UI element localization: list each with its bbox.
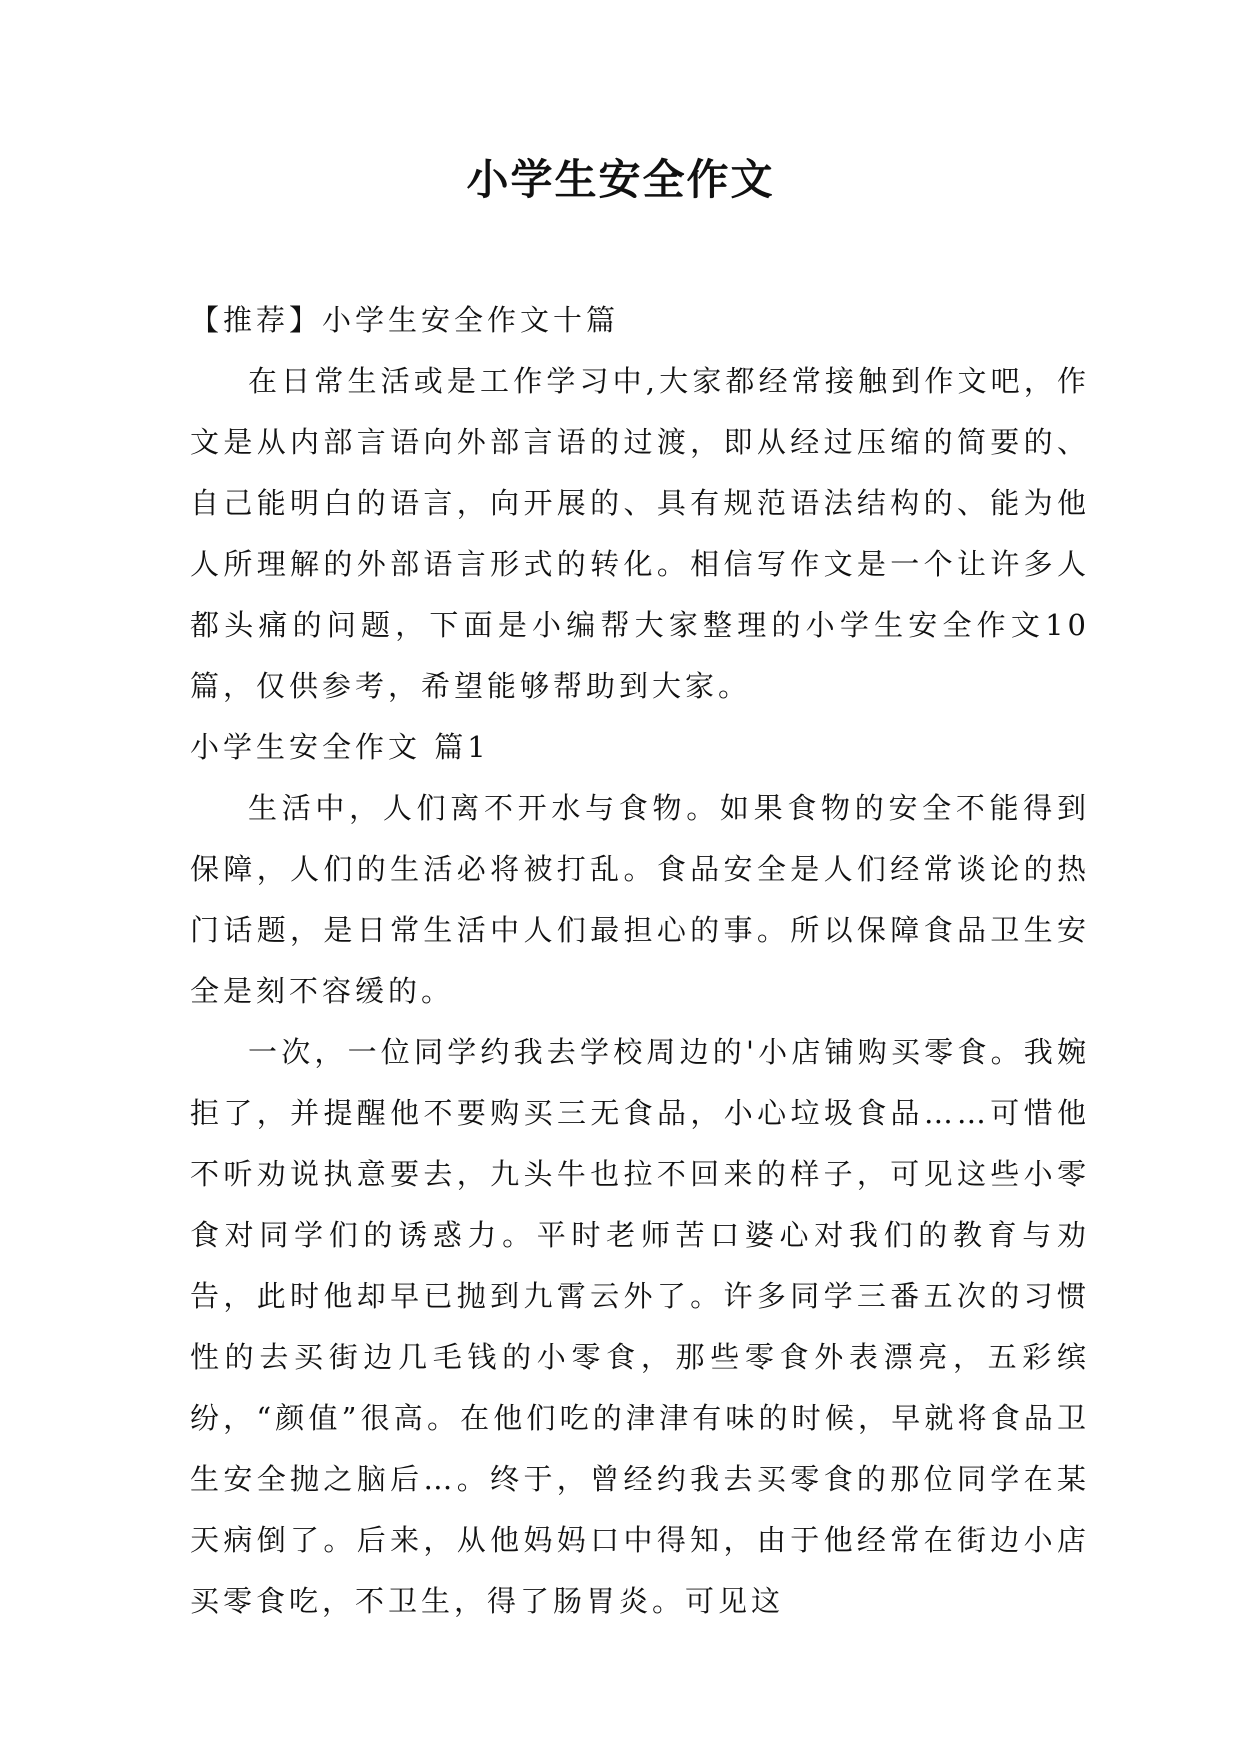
document-title: 小学生安全作文 xyxy=(466,155,775,204)
document-subtitle: 【推荐】小学生安全作文十篇 xyxy=(190,303,620,337)
section-heading: 小学生安全作文 篇1 xyxy=(190,730,490,764)
intro-paragraph: 在日常生活或是工作学习中,大家都经常接触到作文吧，作文是从内部言语向外部言语的过渡，即从经过压缩的简要的、自己能明白的语言，向开展的、具有规范语法结构的、能为他人所理解的外部语言形式的转化。相信写作文是一个让许多人都头痛的问题，下面是小编帮大家整理的小学生安全作文10篇，仅供参考，希望能够帮助到大家。 xyxy=(190,364,1090,703)
document-body xyxy=(190,290,1090,1632)
body-paragraph-1: 生活中，人们离不开水与食物。如果食物的安全不能得到保障，人们的生活必将被打乱。食品安全是人们经常谈论的热门话题，是日常生活中人们最担心的事。所以保障食品卫生安全是刻不容缓的。 xyxy=(190,791,1090,1008)
body-paragraph-2: 一次，一位同学约我去学校周边的'小店铺购买零食。我婉拒了，并提醒他不要购买三无食品，小心垃圾食品……可惜他不听劝说执意要去，九头牛也拉不回来的样子，可见这些小零食对同学们的诱惑力。平时老师苦口婆心对我们的教育与劝告，此时他却早已抛到九霄云外了。许多同学三番五次的习惯性的去买街边几毛钱的小零食，那些零食外表漂亮，五彩缤纷，“颜值”很高。在他们吃的津津有味的时候，早就将食品卫生安全抛之脑后…。终于，曾经约我去买零食的那位同学在某天病倒了。后来，从他妈妈口中得知，由于他经常在街边小店买零食吃，不卫生，得了肠胃炎。可见这 xyxy=(190,1035,1090,1618)
